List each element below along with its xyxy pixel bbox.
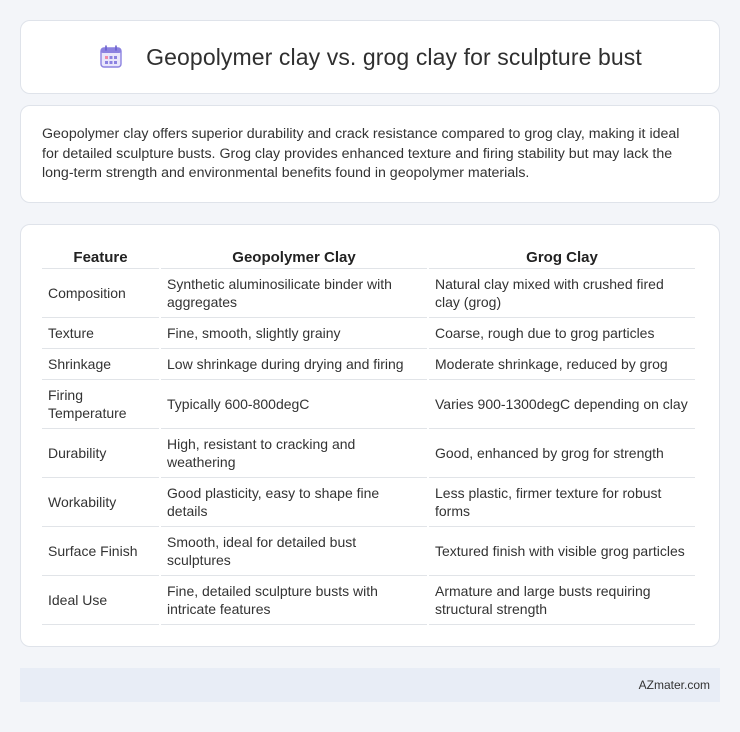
- row-feature: Composition: [42, 269, 159, 318]
- row-feature: Texture: [42, 318, 159, 349]
- header-geopolymer-clay: Geopolymer Clay: [161, 244, 427, 269]
- table-row: [42, 318, 695, 349]
- row-grog-value: Moderate shrinkage, reduced by grog: [429, 349, 695, 380]
- row-feature: Firing Temperature: [42, 380, 159, 429]
- row-grog-value: Armature and large busts requiring structural strength: [429, 576, 695, 625]
- row-feature: Ideal Use: [42, 576, 159, 625]
- row-geopolymer-value: Fine, detailed sculpture busts with intricate features: [161, 576, 427, 625]
- table-row: [42, 269, 695, 318]
- row-geopolymer-value: Good plasticity, easy to shape fine details: [161, 478, 427, 527]
- footer-site-link[interactable]: AZmater.com: [638, 678, 710, 692]
- table-row: [42, 527, 695, 576]
- row-feature: Shrinkage: [42, 349, 159, 380]
- header-grog-clay: Grog Clay: [429, 244, 695, 269]
- table-header-row: [42, 244, 695, 269]
- table-row: [42, 429, 695, 478]
- row-feature: Workability: [42, 478, 159, 527]
- row-grog-value: Natural clay mixed with crushed fired clay (grog): [429, 269, 695, 318]
- row-grog-value: Coarse, rough due to grog particles: [429, 318, 695, 349]
- row-geopolymer-value: High, resistant to cracking and weathering: [161, 429, 427, 478]
- footer-bar: [20, 668, 720, 702]
- row-feature: Durability: [42, 429, 159, 478]
- comparison-card: [20, 224, 720, 647]
- row-geopolymer-value: Synthetic aluminosilicate binder with aggregates: [161, 269, 427, 318]
- row-geopolymer-value: Typically 600-800degC: [161, 380, 427, 429]
- comparison-table: [40, 244, 697, 625]
- summary-card: [20, 105, 720, 203]
- row-grog-value: Less plastic, firmer texture for robust forms: [429, 478, 695, 527]
- calendar-icon: [98, 44, 124, 70]
- table-row: [42, 576, 695, 625]
- row-geopolymer-value: Low shrinkage during drying and firing: [161, 349, 427, 380]
- table-row: [42, 478, 695, 527]
- row-geopolymer-value: Fine, smooth, slightly grainy: [161, 318, 427, 349]
- row-feature: Surface Finish: [42, 527, 159, 576]
- header-feature: Feature: [42, 244, 159, 269]
- table-row: [42, 349, 695, 380]
- page-title: Geopolymer clay vs. grog clay for sculpture bust: [146, 43, 642, 70]
- table-row: [42, 380, 695, 429]
- row-grog-value: Varies 900-1300degC depending on clay: [429, 380, 695, 429]
- title-card: [20, 20, 720, 94]
- row-grog-value: Textured finish with visible grog particles: [429, 527, 695, 576]
- row-geopolymer-value: Smooth, ideal for detailed bust sculptures: [161, 527, 427, 576]
- row-grog-value: Good, enhanced by grog for strength: [429, 429, 695, 478]
- summary-text: Geopolymer clay offers superior durability and crack resistance compared to grog clay, making it ideal for detailed sculpture busts. Grog clay provides enhanced texture and firing stability but may lack the long-term strength and environmental benefits found in geopolymer materials.: [42, 126, 680, 182]
